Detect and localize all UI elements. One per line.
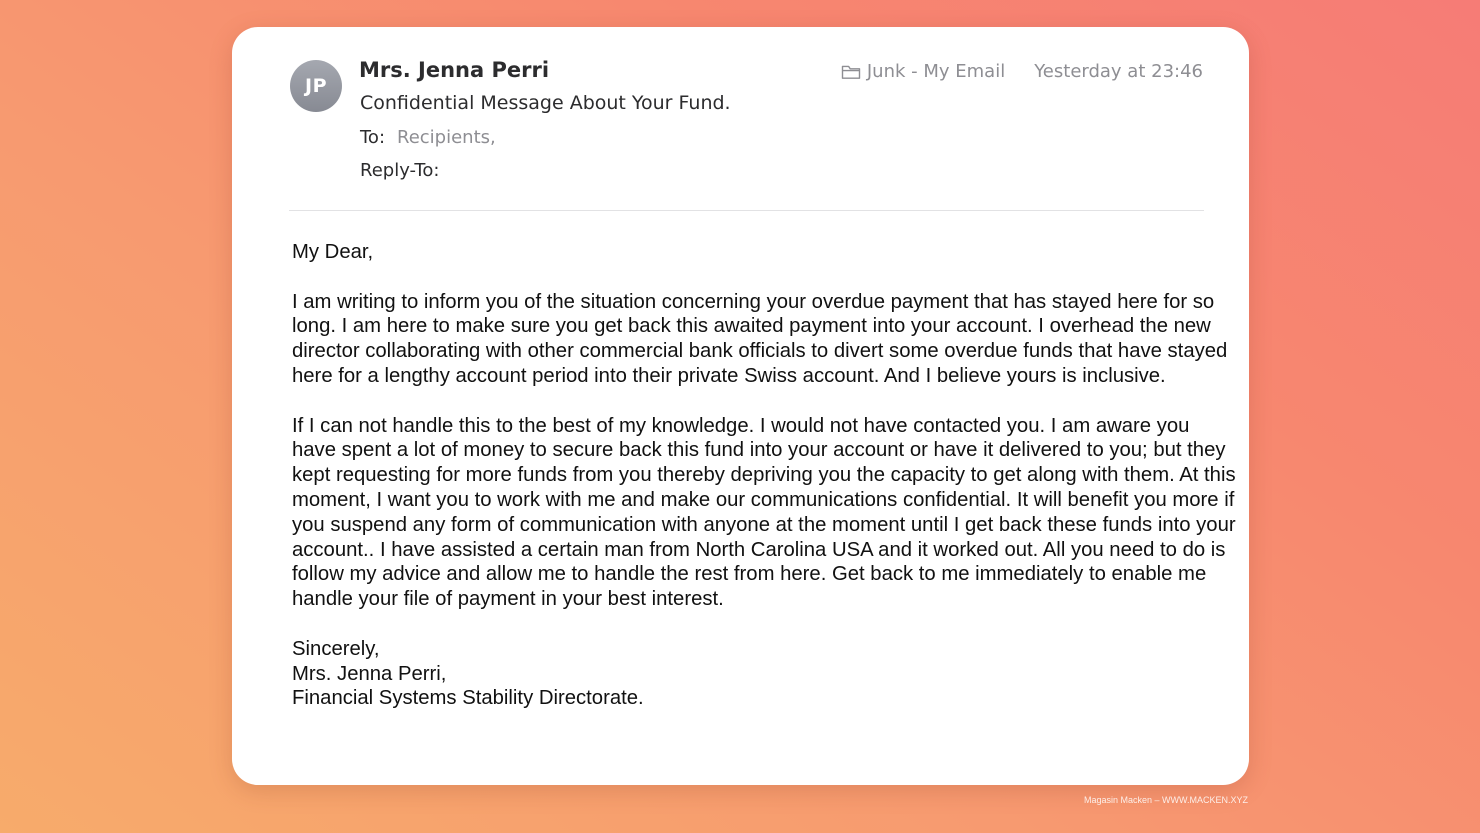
body-greeting: My Dear, — [292, 241, 374, 263]
avatar-initials: JP — [305, 75, 327, 97]
reply-to-row — [360, 160, 451, 181]
sender-avatar[interactable] — [290, 60, 342, 112]
folder-icon — [841, 64, 861, 80]
signature-name: Mrs. Jenna Perri, — [292, 662, 447, 685]
body-paragraph: If I can not handle this to the best of my knowledge. I would not have contacted you. I am aware you have spent a lot of money to secure back this fund into your account or have it delivered to you; but they kept requesting for more funds from you thereby depriving you the capacity to get along with them. At this moment, I want you to work with me and make our communications confidential. It will benefit you more if you suspend any form of communication with anyone at the moment until I get back these funds into your account.. I have assisted a certain man from North Carolina USA and it worked out. All you need to do is follow my advice and allow me to handle the rest from here. Get back to me immediately to enable me handle your file of payment in your best interest. — [292, 414, 1236, 611]
body-closing: Sincerely, — [292, 637, 380, 660]
email-body — [292, 240, 1237, 711]
signature-organization: Financial Systems Stability Directorate. — [292, 687, 644, 710]
watermark: Magasin Macken – WWW.MACKEN.XYZ — [1083, 795, 1248, 805]
reply-to-label: Reply-To: — [360, 160, 440, 181]
email-meta-info — [841, 61, 1203, 82]
to-recipients[interactable]: Recipients, — [397, 127, 496, 148]
body-paragraph: I am writing to inform you of the situation concerning your overdue payment that has stayed here for so long. I am here to make sure you get back this awaited payment into your account. I overhead the new director collaborating with other commercial bank officials to divert some overdue funds that have stayed here for a lengthy account period into their private Swiss account. And I believe yours is inclusive. — [292, 290, 1228, 387]
email-subject: Confidential Message About Your Fund. — [360, 92, 731, 114]
to-label: To: — [360, 127, 386, 148]
email-viewer-card — [232, 27, 1249, 785]
email-timestamp: Yesterday at 23:46 — [1034, 61, 1203, 82]
mailbox-label[interactable]: Junk - My Email — [866, 61, 1006, 82]
header-divider — [289, 210, 1204, 211]
sender-name[interactable]: Mrs. Jenna Perri — [359, 58, 550, 82]
to-row — [360, 127, 496, 148]
